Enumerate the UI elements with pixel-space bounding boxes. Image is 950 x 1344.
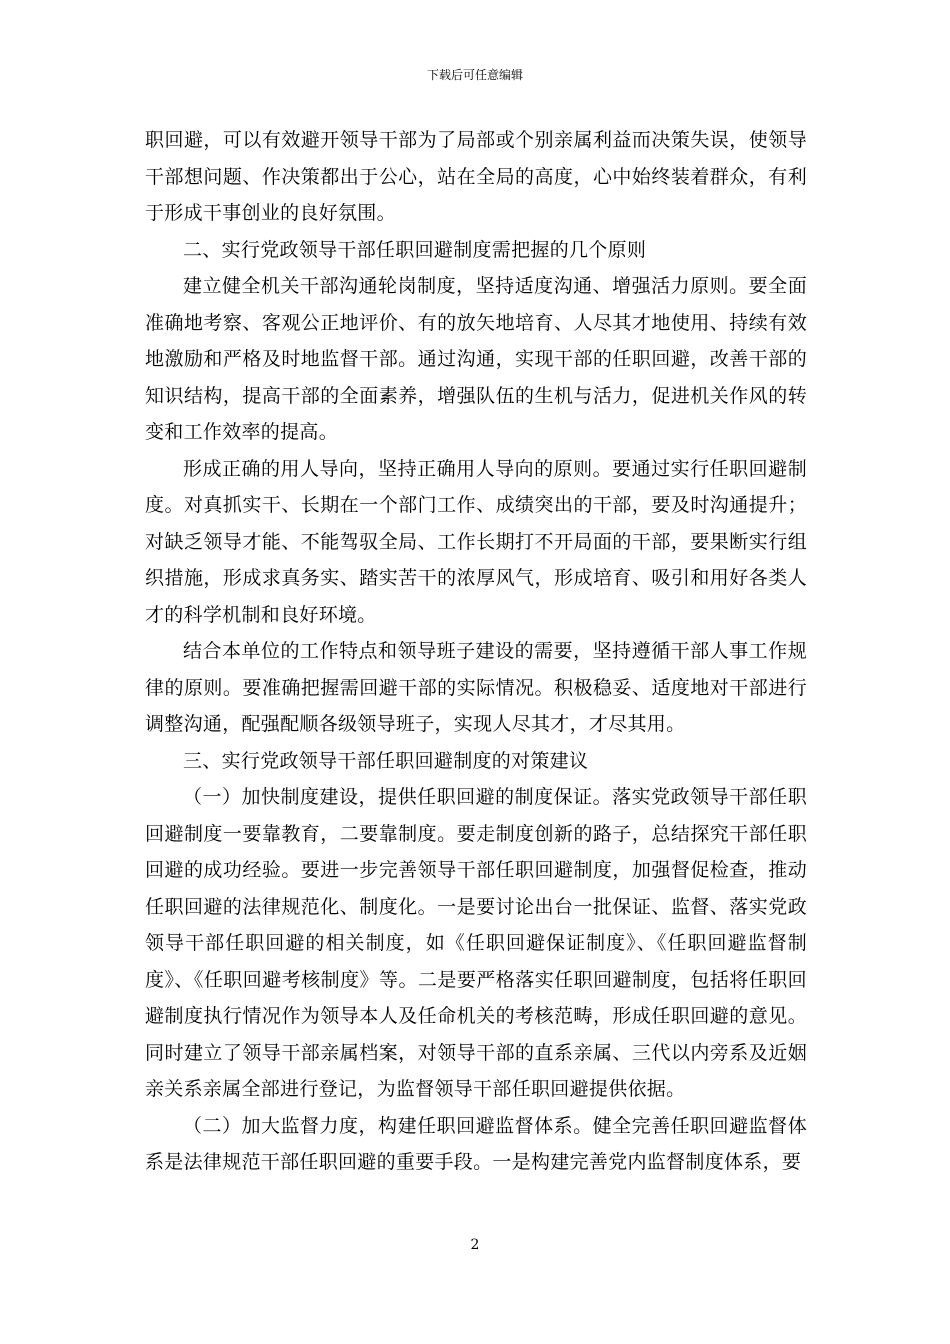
paragraph-1: 职回避，可以有效避开领导干部为了局部或个别亲属利益而决策失误，使领导干部想问题、作决策都出于公心，站在全局的高度，心中始终装着群众，有利于形成干事创业的良好氛围。 [145,129,807,224]
page-number: 2 [470,1237,480,1253]
section-heading-6: 三、实行党政领导干部任职回避制度的对策建议 [183,749,589,772]
paragraph-5: 结合本单位的工作特点和领导班子建设的需要，坚持遵循干部人事工作规律的原则。要准确把握需回避干部的实际情况。积极稳妥、适度地对干部进行调整沟通，配强配顺各级领导班子，实现人尽其才，才尽其用。 [145,640,807,735]
paragraph-3: 建立健全机关干部沟通轮岗制度，坚持适度沟通、增强活力原则。要全面准确地考察、客观公正地评价、有的放矢地培育、人尽其才地使用、持续有效地激励和严格及时地监督干部。通过沟通，实现干部的任职回避，改善干部的知识结构，提高干部的全面素养，增强队伍的生机与活力，促进机关作风的转变和工作效率的提高。 [145,275,807,443]
paragraph-8: （二）加大监督力度，构建任职回避监督体系。健全完善任职回避监督体系是法律规范干部任职回避的重要手段。一是构建完善党内监督制度体系，要 [145,1114,807,1173]
section-heading-2: 二、实行党政领导干部任职回避制度需把握的几个原则 [183,238,647,261]
paragraph-7: （一）加快制度建设，提供任职回避的制度保证。落实党政领导干部任职回避制度一要靠教育，二要靠制度。要走制度创新的路子，总结探究干部任职回避的成功经验。要进一步完善领导干部任职回避制度，加强督促检查，推动任职回避的法律规范化、制度化。一是要讨论出台一批保证、监督、落实党政领导干部任职回避的相关制度，如《任职回避保证制度》、《任职回避监督制度》、《任职回避考核制度》等。二是要严格落实任职回避制度，包括将任职回避制度执行情况作为领导本人及任命机关的考核范畴，形成任职回避的意见。同时建立了领导干部亲属档案，对领导干部的直系亲属、三代以内旁系及近姻亲关系亲属全部进行登记，为监督领导干部任职回避提供依据。 [145,786,807,1100]
body-text [145,122,807,1181]
header-note: 下载后可任意编辑 [426,68,523,82]
paragraph-4: 形成正确的用人导向，坚持正确用人导向的原则。要通过实行任职回避制度。对真抓实干、长期在一个部门工作、成绩突出的干部，要及时沟通提升；对缺乏领导才能、不能驾驭全局、工作长期打不开局面的干部，要果断实行组织措施，形成求真务实、踏实苦干的浓厚风气，形成培育、吸引和用好各类人才的科学机制和良好环境。 [145,457,807,626]
